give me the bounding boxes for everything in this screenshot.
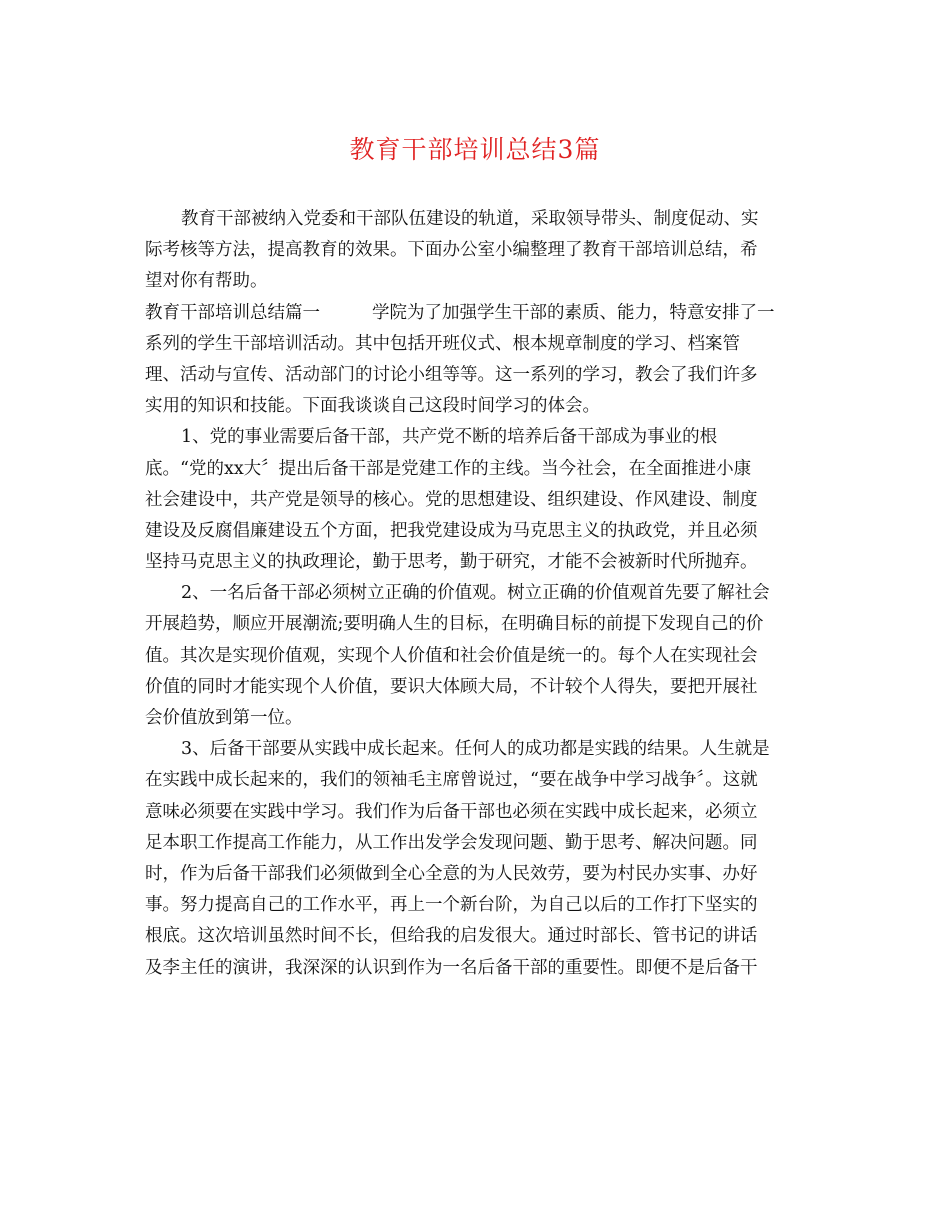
intro-line-1: 教育干部被纳入党委和干部队伍建设的轨道，采取领导带头、制度促动、实 [181, 209, 759, 229]
point2-line-2: 开展趋势，顺应开展潮流;要明确人生的目标，在明确目标的前提下发现自己的价 [145, 614, 764, 635]
point3-line-1: 3、后备干部要从实践中成长起来。任何人的成功都是实践的结果。人生就是 [181, 739, 770, 760]
point1-line-2: 底。“党的xx大〞提出后备干部是党建工作的主线。当今社会，在全面推进小康 [145, 458, 752, 479]
point3-line-3: 意味必须要在实践中学习。我们作为后备干部也必须在实践中成长起来，必须立 [145, 801, 758, 822]
section-one-lead: 学院为了加强学生干部的素质、能力，特意安排了一 [372, 302, 775, 323]
point3-line-5: 时，作为后备干部我们必须做到全心全意的为人民效劳，要为村民办实事、办好 [145, 863, 758, 884]
point3-line-8: 及李主任的演讲，我深深的认识到作为一名后备干部的重要性。即便不是后备干 [145, 957, 758, 978]
point3-line-4: 足本职工作提高工作能力，从工作出发学会发现问题、勤于思考、解决问题。同 [145, 832, 758, 853]
section-one-line-2: 系列的学生干部培训活动。其中包括开班仪式、根本规章制度的学习、档案管 [145, 333, 740, 354]
point1-line-3: 社会建设中，共产党是领导的核心。党的思想建设、组织建设、作风建设、制度 [145, 489, 758, 510]
section-one-line-4: 实用的知识和技能。下面我谈谈自己这段时间学习的体会。 [145, 396, 600, 417]
section-one-first-line [145, 298, 820, 329]
intro-line-3: 望对你有帮助。 [145, 271, 268, 292]
section-one-line-3: 理、活动与宣传、活动部门的讨论小组等等。这一系列的学习，教会了我们许多 [145, 364, 758, 385]
point1-line-4: 建设及反腐倡廉建设五个方面，把我党建设成为马克思主义的执政党，并且必须 [145, 520, 758, 541]
point1-line-5: 坚持马克思主义的执政理论，勤于思考，勤于研究，才能不会被新时代所抛弃。 [145, 552, 758, 573]
section-one-heading: 教育干部培训总结篇一 [145, 302, 320, 323]
point3-line-2: 在实践中成长起来的，我们的领袖毛主席曾说过，“要在战争中学习战争〞。这就 [145, 770, 758, 791]
point3-line-6: 事。努力提高自己的工作水平，再上一个新台阶，为自己以后的工作打下坚实的 [145, 895, 758, 916]
point3-line-7: 根底。这次培训虽然时间不长，但给我的启发很大。通过时部长、管书记的讲话 [145, 926, 758, 947]
point2-line-5: 会价值放到第一位。 [145, 708, 303, 728]
point1-line-1: 1、党的事业需要后备干部，共产党不断的培养后备干部成为事业的根 [181, 427, 718, 448]
point2-line-4: 价值的同时才能实现个人价值，要识大体顾大局，不计较个人得失，要把开展社 [145, 676, 758, 697]
point2-line-3: 值。其次是实现价值观，实现个人价值和社会价值是统一的。每个人在实现社会 [145, 645, 758, 666]
point2-line-1: 2、一名后备干部必须树立正确的价值观。树立正确的价值观首先要了解社会 [181, 583, 770, 604]
document-title: 教育干部培训总结3篇 [349, 135, 601, 164]
document-body [145, 204, 820, 984]
intro-line-2: 际考核等方法，提高教育的效果。下面办公室小编整理了教育干部培训总结，希 [145, 240, 758, 261]
